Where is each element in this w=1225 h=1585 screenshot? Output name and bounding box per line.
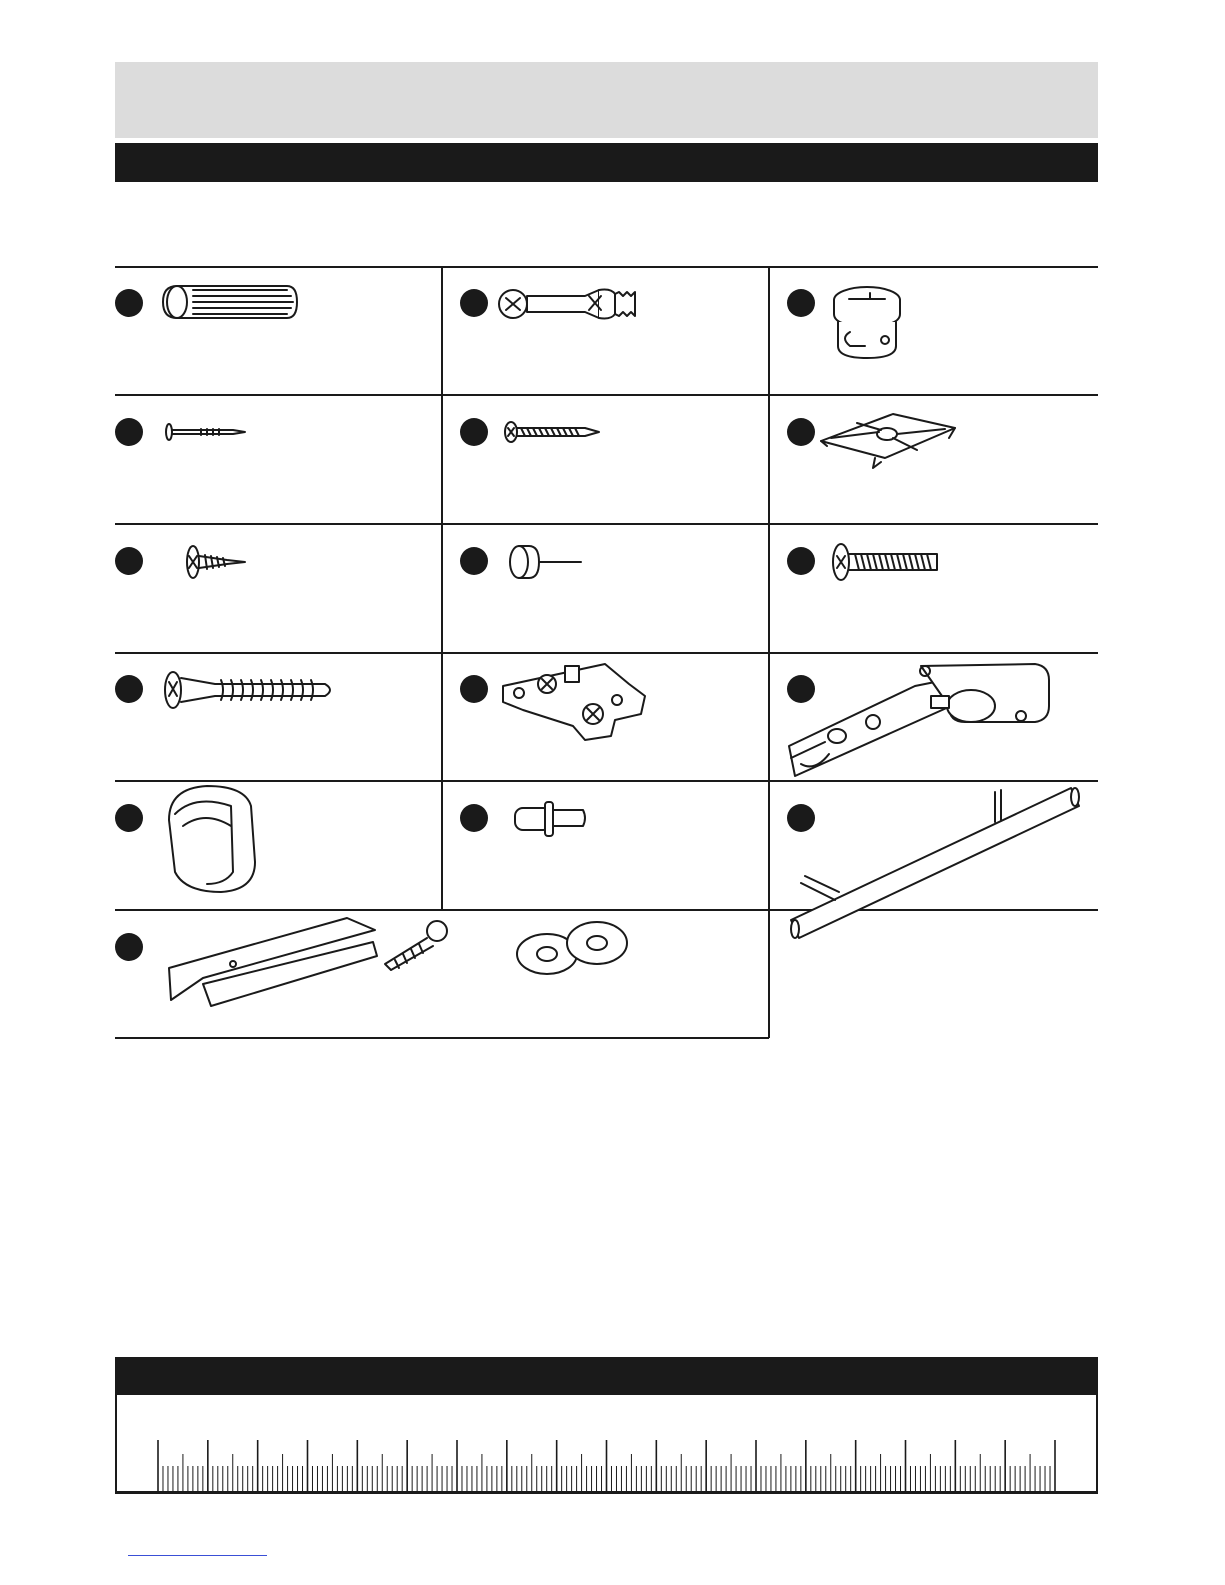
machine-screw-icon xyxy=(833,544,937,580)
part-badge xyxy=(787,289,815,317)
part-badge xyxy=(787,547,815,575)
long-screw-icon xyxy=(505,422,599,442)
part-badge xyxy=(115,804,143,832)
glide-pin-icon xyxy=(510,546,581,578)
wood-screw-icon xyxy=(165,672,330,708)
part-badge xyxy=(115,289,143,317)
part-badge xyxy=(460,547,488,575)
parts-grid-drawing xyxy=(115,266,1098,1041)
short-screw-icon xyxy=(187,546,245,578)
bar-handle-icon xyxy=(791,788,1079,938)
part-badge xyxy=(115,933,143,961)
part-badge xyxy=(787,418,815,446)
anti-tip-strap-kit-icon xyxy=(169,918,627,1006)
parts-grid xyxy=(115,266,1098,1041)
part-badge xyxy=(787,675,815,703)
part-badge xyxy=(787,804,815,832)
part-badge xyxy=(460,804,488,832)
concealed-hinge-icon xyxy=(789,664,1049,776)
cam-bolt-icon xyxy=(499,290,635,319)
header-band xyxy=(115,62,1098,138)
part-badge xyxy=(115,675,143,703)
hinge-plate-icon xyxy=(503,664,645,740)
part-badge xyxy=(460,289,488,317)
part-badge xyxy=(460,675,488,703)
footer-link-underline[interactable] xyxy=(128,1555,267,1556)
bumper-icon xyxy=(169,786,255,892)
ruler-header-bar xyxy=(117,1359,1096,1395)
nail-icon xyxy=(166,424,245,440)
measuring-ruler xyxy=(115,1357,1098,1494)
ruler-ticks xyxy=(117,1395,1096,1494)
part-badge xyxy=(115,547,143,575)
shelf-support-icon xyxy=(515,802,585,836)
header-bar xyxy=(115,143,1098,182)
cam-lock-icon xyxy=(834,287,900,358)
wooden-dowel-icon xyxy=(163,286,297,318)
part-badge xyxy=(115,418,143,446)
back-panel-bracket-icon xyxy=(821,414,955,468)
part-badge xyxy=(460,418,488,446)
